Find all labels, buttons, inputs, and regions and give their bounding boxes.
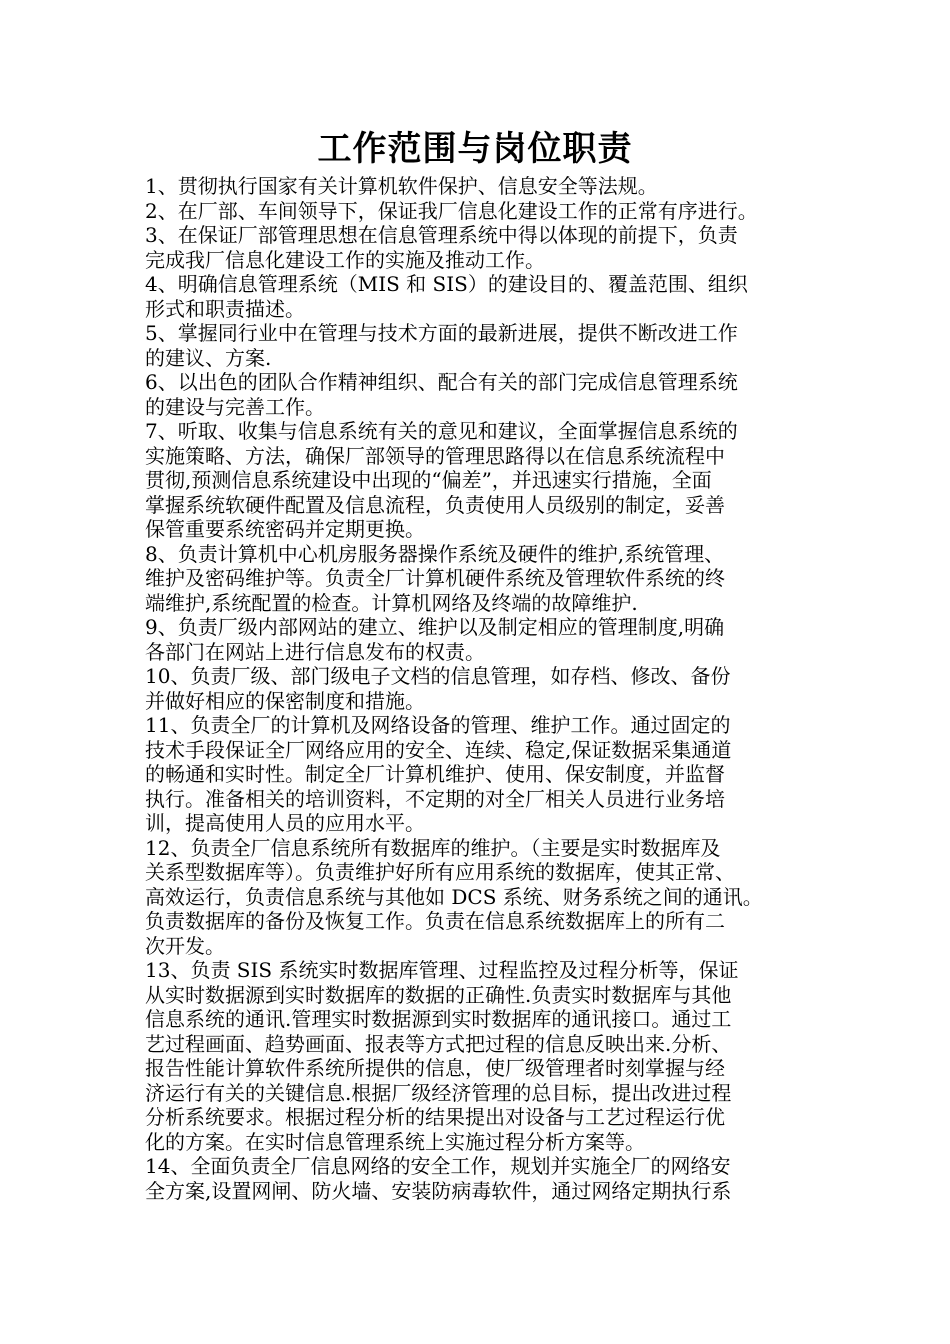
- document-title: 工作范围与岗位职责: [317, 129, 633, 169]
- body-line: 的建设与完善工作。: [145, 394, 325, 419]
- body-line: 6、以出色的团队合作精神组织、配合有关的部门完成信息管理系统: [145, 370, 738, 394]
- body-line: 次开发。: [145, 933, 225, 958]
- body-line: 贯彻,预测信息系统建设中出现的“偏差”，并迅速实行措施，全面: [145, 468, 712, 492]
- body-line: 掌握系统软硬件配置及信息流程，负责使用人员级别的制定，妥善: [145, 492, 725, 517]
- body-line: 11、负责全厂的计算机及网络设备的管理、维护工作。通过固定的: [145, 713, 731, 737]
- body-line: 艺过程画面、趋势画面、报表等方式把过程的信息反映出来.分析、: [145, 1031, 732, 1056]
- body-line: 的建议、方案.: [145, 345, 272, 370]
- body-line: 的畅通和实时性。制定全厂计算机维护、使用、保安制度，并监督: [145, 762, 725, 786]
- body-line: 化的方案。在实时信息管理系统上实施过程分析方案等。: [145, 1129, 645, 1154]
- body-line: 报告性能计算软件系统所提供的信息，使厂级管理者时刻掌握与经: [145, 1056, 725, 1080]
- body-line: 3、在保证厂部管理思想在信息管理系统中得以体现的前提下，负责: [145, 223, 738, 247]
- body-line: 并做好相应的保密制度和措施。: [145, 688, 425, 713]
- body-line: 信息系统的通讯.管理实时数据源到实时数据库的通讯接口。通过工: [145, 1007, 732, 1031]
- body-line: 从实时数据源到实时数据库的数据的正确性.负责实时数据库与其他: [145, 982, 732, 1007]
- body-line: 2、在厂部、车间领导下，保证我厂信息化建设工作的正常有序进行。: [145, 198, 758, 223]
- body-line: 全方案,设置网闸、防火墙、安装防病毒软件，通过网络定期执行系: [145, 1178, 732, 1203]
- body-line: 负责数据库的备份及恢复工作。负责在信息系统数据库上的所有二: [145, 909, 725, 933]
- body-line: 7、听取、收集与信息系统有关的意见和建议，全面掌握信息系统的: [145, 419, 738, 443]
- body-line: 完成我厂信息化建设工作的实施及推动工作。: [145, 247, 545, 272]
- body-line: 12、负责全厂信息系统所有数据库的维护。（主要是实时数据库及: [145, 835, 721, 860]
- document-body: [145, 174, 835, 1203]
- body-line: 4、明确信息管理系统（MIS 和 SIS）的建设目的、覆盖范围、组织: [145, 272, 748, 296]
- body-line: 保管重要系统密码并定期更换。: [145, 517, 425, 541]
- body-line: 分析系统要求。根据过程分析的结果提出对设备与工艺过程运行优: [145, 1105, 725, 1129]
- body-line: 10、负责厂级、部门级电子文档的信息管理，如存档、修改、备份: [145, 664, 731, 688]
- body-line: 8、负责计算机中心机房服务器操作系统及硬件的维护,系统管理、: [145, 541, 725, 566]
- body-line: 维护及密码维护等。负责全厂计算机硬件系统及管理软件系统的终: [145, 566, 725, 590]
- body-line: 各部门在网站上进行信息发布的权责。: [145, 639, 485, 664]
- body-line: 训，提高使用人员的应用水平。: [145, 811, 425, 835]
- body-line: 5、掌握同行业中在管理与技术方面的最新进展，提供不断改进工作: [145, 321, 738, 345]
- body-line: 执行。准备相关的培训资料，不定期的对全厂相关人员进行业务培: [145, 786, 725, 811]
- body-line: 高效运行，负责信息系统与其他如 DCS 系统、财务系统之间的通讯。: [145, 884, 763, 909]
- body-line: 13、负责 SIS 系统实时数据库管理、过程监控及过程分析等，保证: [145, 958, 739, 982]
- body-line: 1、贯彻执行国家有关计算机软件保护、信息安全等法规。: [145, 174, 658, 198]
- body-line: 技术手段保证全厂网络应用的安全、连续、稳定,保证数据采集通道: [145, 737, 732, 762]
- body-line: 形式和职责描述。: [145, 296, 305, 321]
- body-line: 关系型数据库等）。负责维护好所有应用系统的数据库，使其正常、: [145, 860, 735, 884]
- body-line: 14、全面负责全厂信息网络的安全工作，规划并实施全厂的网络安: [145, 1154, 731, 1178]
- body-line: 济运行有关的关键信息.根据厂级经济管理的总目标，提出改进过程: [145, 1080, 732, 1105]
- body-line: 实施策略、方法，确保厂部领导的管理思路得以在信息系统流程中: [145, 443, 725, 468]
- body-line: 端维护,系统配置的检查。计算机网络及终端的故障维护.: [145, 590, 638, 615]
- body-line: 9、负责厂级内部网站的建立、维护以及制定相应的管理制度,明确: [145, 615, 725, 639]
